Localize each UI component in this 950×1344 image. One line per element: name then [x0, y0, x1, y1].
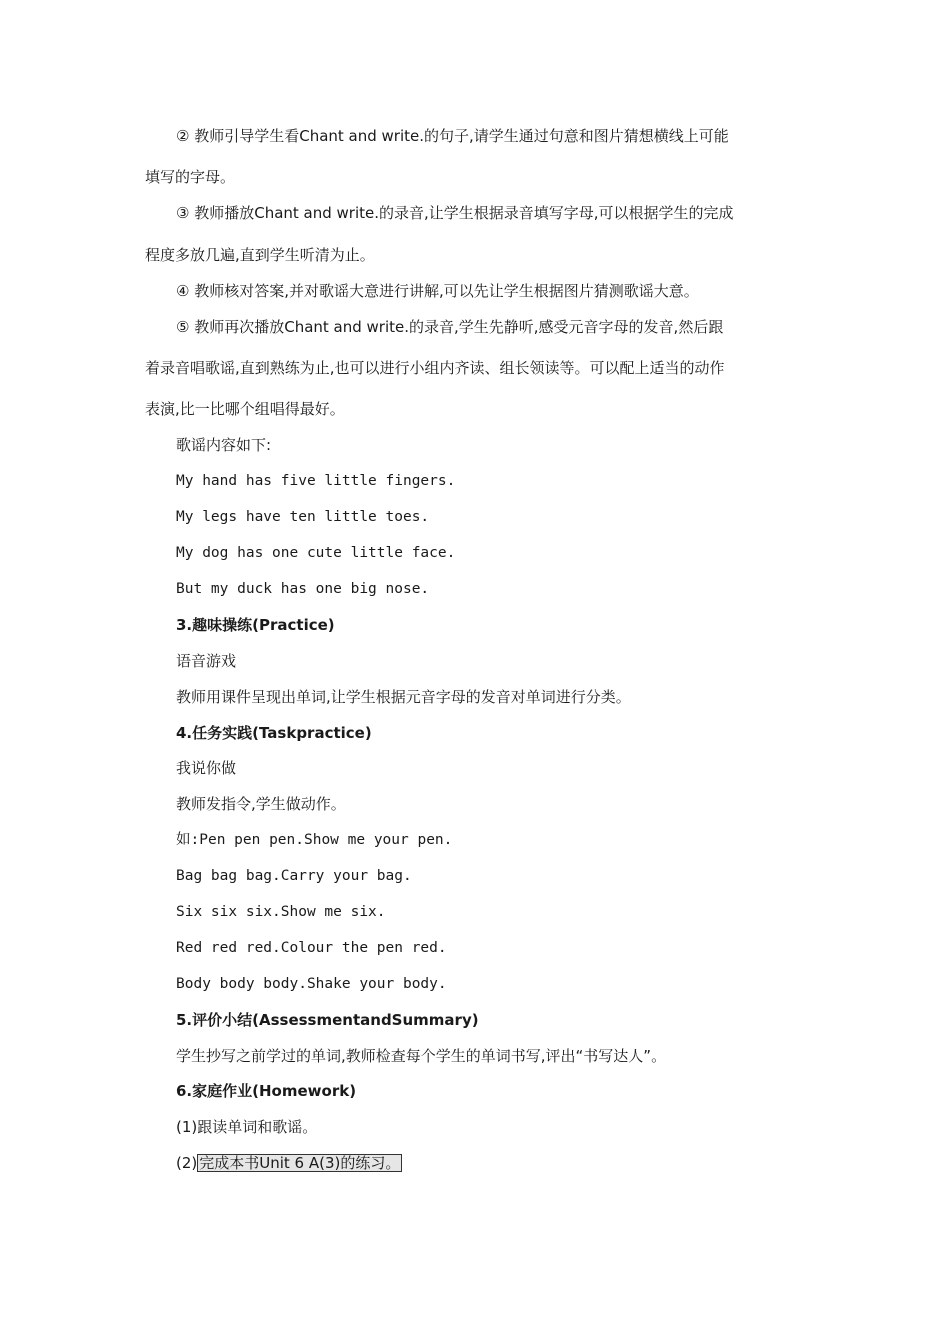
step2-line2: 填写的字母。	[145, 168, 236, 186]
step5-line2: 着录音唱歌谣,直到熟练为止,也可以进行小组内齐读、组长领读等。可以配上适当的动作	[145, 359, 725, 377]
homework-item-2-prefix: (2)	[176, 1154, 198, 1172]
highlighted-exercise-text: 完成本书Unit 6 A(3)的练习。	[199, 1154, 401, 1172]
task-example: Body body body.Shake your body.	[176, 976, 447, 992]
summary-heading: 5.评价小结(AssessmentandSummary)	[176, 1011, 479, 1029]
task-example: Six six six.Show me six.	[176, 904, 386, 920]
task-title: 我说你做	[176, 759, 237, 777]
step2-line1: ② 教师引导学生看Chant and write.的句子,请学生通过句意和图片猜想横线上可能	[176, 127, 729, 145]
chant-line: My dog has one cute little face.	[176, 545, 456, 561]
practice-heading: 3.趣味操练(Practice)	[176, 616, 335, 634]
practice-desc: 教师用课件呈现出单词,让学生根据元音字母的发音对单词进行分类。	[176, 688, 631, 706]
chant-line: But my duck has one big nose.	[176, 581, 430, 597]
summary-desc: 学生抄写之前学过的单词,教师检查每个学生的单词书写,评出“书写达人”。	[176, 1047, 667, 1065]
task-heading: 4.任务实践(Taskpractice)	[176, 724, 372, 742]
chant-line: My legs have ten little toes.	[176, 509, 430, 525]
task-desc: 教师发指令,学生做动作。	[176, 795, 346, 813]
chant-line: My hand has five little fingers.	[176, 473, 456, 489]
task-example: 如:Pen pen pen.Show me your pen.	[176, 832, 453, 848]
homework-heading: 6.家庭作业(Homework)	[176, 1082, 357, 1100]
step3-line1: ③ 教师播放Chant and write.的录音,让学生根据录音填写字母,可以根据学生的完成	[176, 204, 734, 222]
homework-item-1: (1)跟读单词和歌谣。	[176, 1118, 318, 1136]
practice-title: 语音游戏	[176, 652, 237, 670]
step3-line2: 程度多放几遍,直到学生听清为止。	[145, 246, 375, 264]
task-example: Red red red.Colour the pen red.	[176, 940, 447, 956]
step4-line: ④ 教师核对答案,并对歌谣大意进行讲解,可以先让学生根据图片猜测歌谣大意。	[176, 282, 699, 300]
homework-item-2	[176, 1153, 402, 1173]
step5-line1: ⑤ 教师再次播放Chant and write.的录音,学生先静听,感受元音字母的发音,然后跟	[176, 318, 724, 336]
task-example: Bag bag bag.Carry your bag.	[176, 868, 412, 884]
step5-line3: 表演,比一比哪个组唱得最好。	[145, 400, 345, 418]
chant-intro: 歌谣内容如下:	[176, 436, 272, 454]
